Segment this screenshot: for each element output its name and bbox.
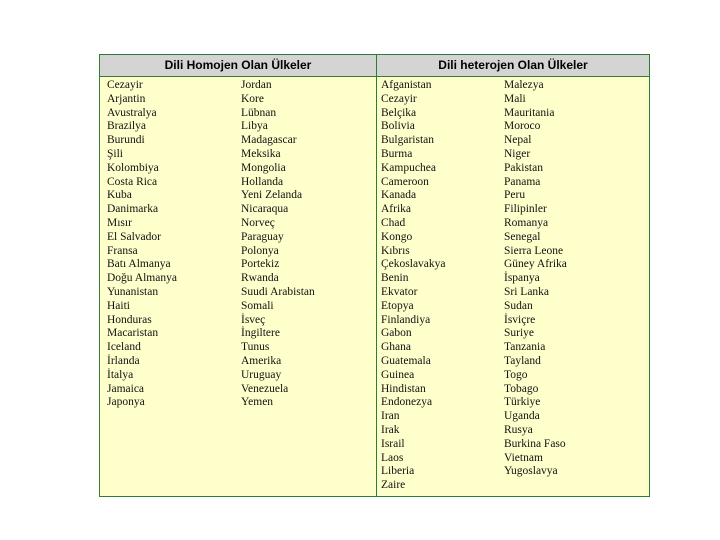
country-item: Yugoslavya — [504, 465, 558, 478]
country-item: Japonya — [107, 396, 145, 409]
country-item: Mauritania — [504, 106, 555, 119]
country-item: Somali — [241, 299, 274, 312]
country-item: Laos — [381, 451, 404, 464]
countries-table — [99, 54, 650, 497]
country-item: Polonya — [241, 244, 279, 257]
country-item: Batı Almanya — [107, 258, 171, 271]
country-item: Gabon — [381, 327, 412, 340]
country-item: Cameroon — [381, 175, 429, 188]
country-item: Moroco — [504, 120, 541, 133]
country-item: Uganda — [504, 410, 540, 423]
country-item: Panama — [504, 175, 541, 188]
heterogeneous-list-1 — [381, 79, 446, 493]
country-item: Peru — [504, 189, 526, 202]
country-item: Çekoslavakya — [381, 258, 446, 271]
country-item: Hindistan — [381, 382, 426, 395]
country-item: Iceland — [107, 341, 141, 354]
country-item: Mali — [504, 92, 526, 105]
country-item: Israil — [381, 437, 405, 450]
heterogeneous-list-2 — [504, 79, 567, 479]
country-item: Arjantin — [107, 92, 146, 105]
country-item: Kongo — [381, 230, 413, 243]
country-item: Venezuela — [241, 382, 289, 395]
country-item: Kanada — [381, 189, 417, 202]
homogeneous-header: Dili Homojen Olan Ülkeler — [164, 58, 312, 72]
country-item: Macaristan — [107, 327, 159, 340]
country-item: Tobago — [504, 382, 539, 395]
country-item: Afrika — [381, 203, 412, 216]
country-item: Chad — [381, 216, 406, 229]
country-item: Jamaica — [107, 382, 145, 395]
country-item: İspanya — [504, 272, 540, 285]
country-item: İtalya — [107, 368, 134, 381]
country-item: Burundi — [107, 134, 145, 147]
country-item: Yemen — [241, 396, 274, 409]
country-item: Sri Lanka — [504, 285, 550, 298]
country-item: Paraguay — [241, 230, 284, 243]
country-item: Meksika — [241, 147, 281, 160]
country-item: Burma — [381, 147, 413, 160]
country-item: Doğu Almanya — [107, 272, 177, 285]
country-item: Güney Afrika — [504, 258, 567, 271]
country-item: Yeni Zelanda — [241, 189, 303, 202]
country-item: Libya — [241, 120, 268, 133]
country-item: Costa Rica — [107, 175, 158, 188]
country-item: Ekvator — [381, 285, 418, 298]
country-item: Hollanda — [241, 175, 284, 188]
country-item: Cezayir — [381, 92, 417, 105]
heterogeneous-header: Dili heterojen Olan Ülkeler — [438, 58, 588, 72]
country-item: Nepal — [504, 134, 532, 147]
country-item: El Salvador — [107, 230, 161, 243]
country-item: Vietnam — [504, 451, 543, 464]
country-item: Fransa — [107, 244, 138, 257]
country-item: İngiltere — [241, 327, 280, 340]
country-item: Sierra Leone — [504, 244, 564, 257]
country-item: Mongolia — [241, 161, 286, 174]
country-item: Iran — [381, 410, 400, 423]
country-item: Honduras — [107, 313, 152, 326]
country-item: İrlanda — [107, 354, 140, 367]
country-item: Tanzania — [504, 341, 546, 354]
column-divider — [376, 77, 377, 496]
country-item: Rwanda — [241, 272, 279, 285]
country-item: Bolivia — [381, 120, 415, 133]
country-item: Finlandiya — [381, 313, 431, 326]
country-item: Uruguay — [241, 368, 282, 381]
country-item: Kampuchea — [381, 161, 436, 174]
country-item: Şili — [107, 147, 123, 160]
country-item: Madagascar — [241, 134, 297, 147]
country-item: Cezayir — [107, 79, 143, 91]
homogeneous-list-1 — [107, 79, 177, 410]
country-item: Afganistan — [381, 79, 432, 91]
country-item: Norveç — [241, 216, 275, 229]
country-item: Danimarka — [107, 203, 159, 216]
country-item: Togo — [504, 368, 528, 381]
country-item: Irak — [381, 423, 400, 436]
country-item: Endonezya — [381, 396, 433, 409]
country-item: Guinea — [381, 368, 415, 381]
country-item: Liberia — [381, 465, 415, 478]
country-item: Belçika — [381, 106, 417, 119]
table-header — [100, 55, 649, 77]
country-item: Etopya — [381, 299, 414, 312]
country-item: Malezya — [504, 79, 544, 91]
country-item: Haiti — [107, 299, 130, 312]
country-item: Zaire — [381, 479, 406, 492]
country-item: Avustralya — [107, 106, 157, 119]
country-item: Sudan — [504, 299, 533, 312]
homogeneous-list-2 — [241, 79, 315, 410]
country-item: Ghana — [381, 341, 412, 354]
country-item: Lübnan — [241, 106, 277, 119]
country-item: Rusya — [504, 423, 533, 436]
country-item: Niger — [504, 147, 531, 160]
country-item: Amerika — [241, 354, 282, 367]
country-item: İsveç — [241, 313, 266, 326]
country-item: Kıbrıs — [381, 244, 410, 257]
country-item: Kuba — [107, 189, 132, 202]
country-item: Tunus — [241, 341, 270, 354]
country-item: Suudi Arabistan — [241, 285, 315, 298]
country-item: Tayland — [504, 354, 541, 367]
country-item: Senegal — [504, 230, 541, 243]
country-item: Pakistan — [504, 161, 543, 174]
country-item: Burkina Faso — [504, 437, 566, 450]
country-item: Kolombiya — [107, 161, 159, 174]
country-item: Guatemala — [381, 354, 431, 367]
country-item: Yunanistan — [107, 285, 159, 298]
country-item: Benin — [381, 272, 409, 285]
country-item: Suriye — [504, 327, 535, 340]
country-item: Türkiye — [504, 396, 541, 409]
country-item: Jordan — [241, 79, 272, 91]
country-item: Kore — [241, 92, 264, 105]
country-item: Bulgaristan — [381, 134, 435, 147]
country-item: Filipinler — [504, 203, 547, 216]
country-item: Portekiz — [241, 258, 280, 271]
country-item: İsviçre — [504, 313, 536, 326]
country-item: Mısır — [107, 216, 132, 229]
country-item: Brazilya — [107, 120, 146, 133]
country-item: Romanya — [504, 216, 549, 229]
country-item: Nicaraqua — [241, 203, 289, 216]
